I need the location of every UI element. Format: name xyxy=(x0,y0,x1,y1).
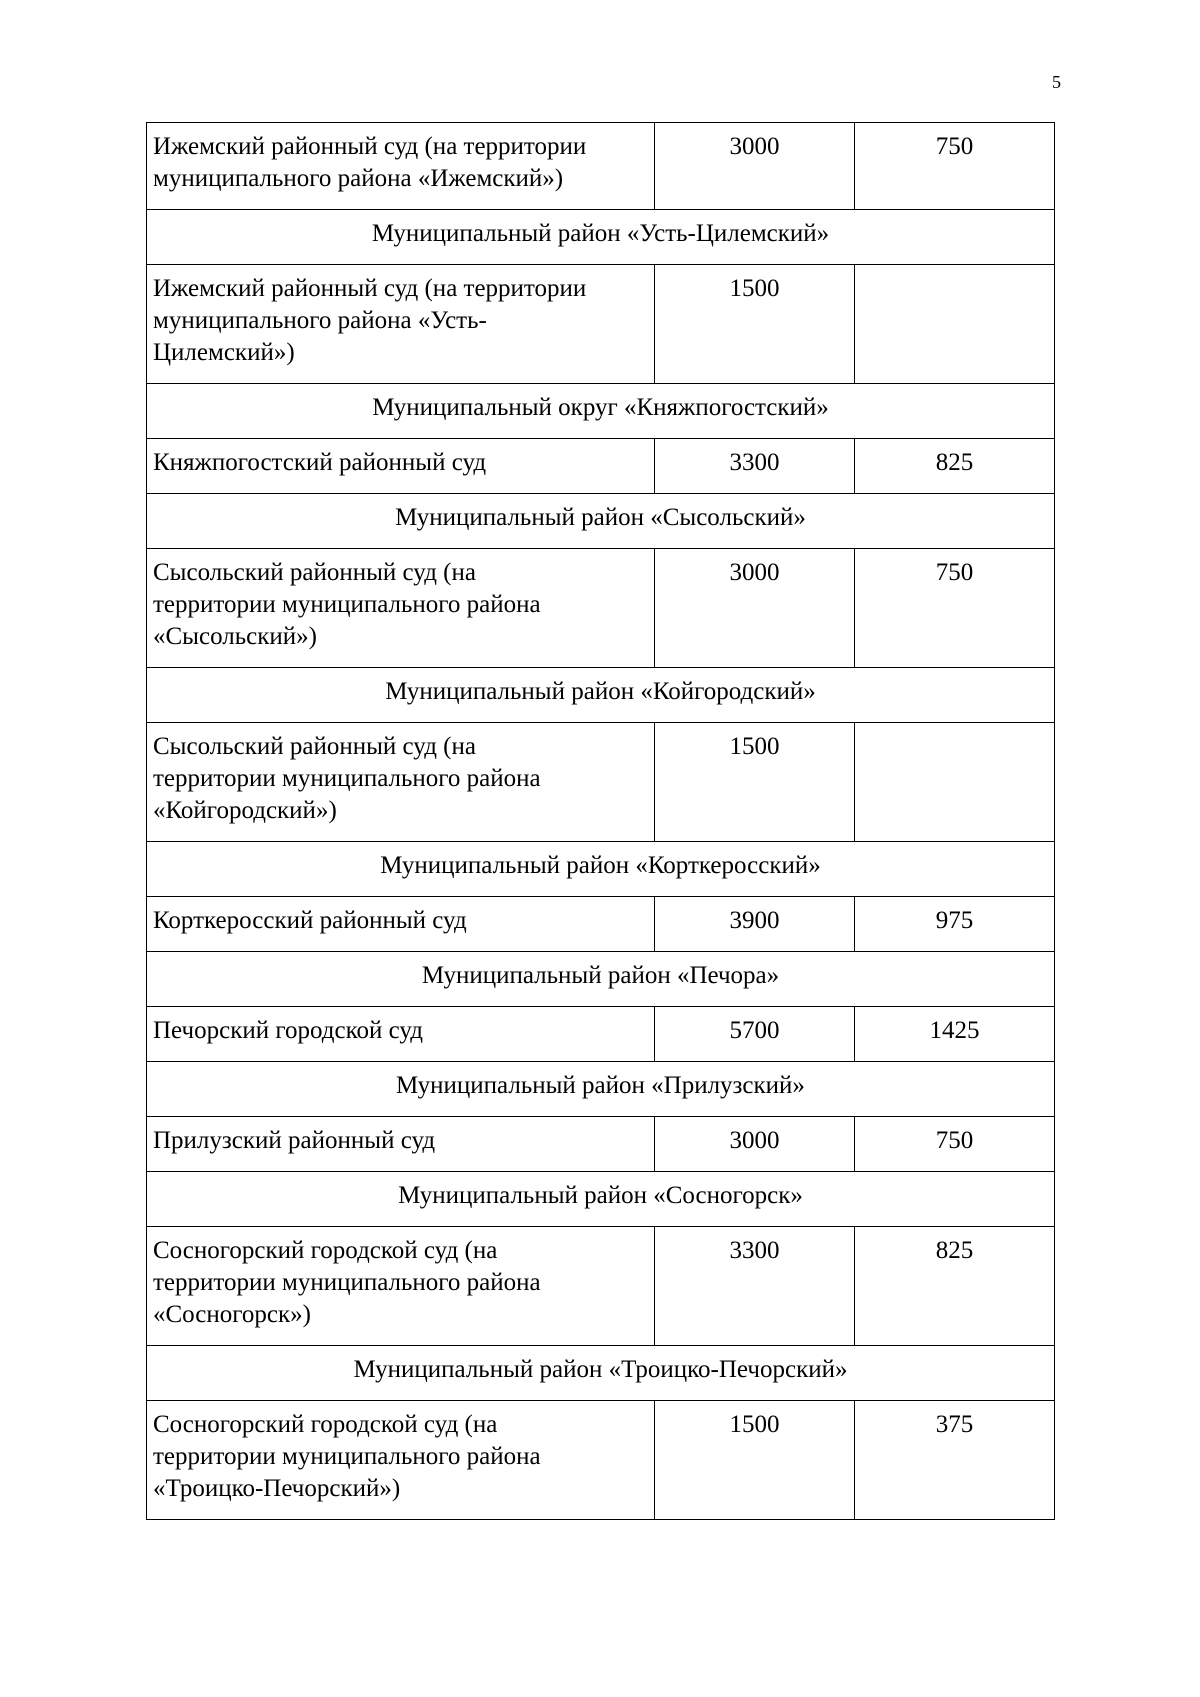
section-title: Муниципальный округ «Княжпогостский» xyxy=(147,384,1055,439)
value2-cell: 825 xyxy=(855,439,1055,494)
table-row xyxy=(147,1227,1055,1346)
value2-cell: 975 xyxy=(855,897,1055,952)
section-row xyxy=(147,210,1055,265)
court-name-cell: Сысольский районный суд (на территории муниципального района «Сысольский») xyxy=(147,549,655,668)
value2-cell: 375 xyxy=(855,1401,1055,1520)
section-row xyxy=(147,1346,1055,1401)
page-number: 5 xyxy=(1052,72,1061,92)
table-row xyxy=(147,549,1055,668)
value1-cell: 1500 xyxy=(655,1401,855,1520)
value1-cell: 3000 xyxy=(655,123,855,210)
table-row xyxy=(147,123,1055,210)
value1-cell: 1500 xyxy=(655,723,855,842)
table-row xyxy=(147,265,1055,384)
value2-cell: 750 xyxy=(855,123,1055,210)
value2-cell xyxy=(855,723,1055,842)
section-row xyxy=(147,952,1055,1007)
value1-cell: 3300 xyxy=(655,439,855,494)
court-name-cell: Сосногорский городской суд (на территории муниципального района «Сосногорск») xyxy=(147,1227,655,1346)
court-name-cell: Прилузский районный суд xyxy=(147,1117,655,1172)
court-name-cell: Ижемский районный суд (на территории муниципального района «Усть- Цилемский») xyxy=(147,265,655,384)
table-row xyxy=(147,1401,1055,1520)
section-title: Муниципальный район «Троицко-Печорский» xyxy=(147,1346,1055,1401)
court-name-cell: Ижемский районный суд (на территории муниципального района «Ижемский») xyxy=(147,123,655,210)
court-name-cell: Корткеросский районный суд xyxy=(147,897,655,952)
section-row xyxy=(147,494,1055,549)
section-title: Муниципальный район «Сосногорск» xyxy=(147,1172,1055,1227)
table-row xyxy=(147,1007,1055,1062)
value2-cell: 750 xyxy=(855,549,1055,668)
section-title: Муниципальный район «Сысольский» xyxy=(147,494,1055,549)
court-name-cell: Княжпогостский районный суд xyxy=(147,439,655,494)
court-name-cell: Сосногорский городской суд (на территории муниципального района «Троицко-Печорский») xyxy=(147,1401,655,1520)
value2-cell xyxy=(855,265,1055,384)
section-row xyxy=(147,1172,1055,1227)
section-title: Муниципальный район «Койгородский» xyxy=(147,668,1055,723)
table-row xyxy=(147,439,1055,494)
value1-cell: 3000 xyxy=(655,1117,855,1172)
value1-cell: 5700 xyxy=(655,1007,855,1062)
section-row xyxy=(147,384,1055,439)
value1-cell: 3900 xyxy=(655,897,855,952)
court-name-cell: Сысольский районный суд (на территории муниципального района «Койгородский») xyxy=(147,723,655,842)
section-title: Муниципальный район «Усть-Цилемский» xyxy=(147,210,1055,265)
value2-cell: 825 xyxy=(855,1227,1055,1346)
value1-cell: 1500 xyxy=(655,265,855,384)
section-title: Муниципальный район «Прилузский» xyxy=(147,1062,1055,1117)
section-title: Муниципальный район «Корткеросский» xyxy=(147,842,1055,897)
table-row xyxy=(147,897,1055,952)
value1-cell: 3300 xyxy=(655,1227,855,1346)
court-table xyxy=(146,122,1055,1520)
table-row xyxy=(147,1117,1055,1172)
section-row xyxy=(147,842,1055,897)
section-title: Муниципальный район «Печора» xyxy=(147,952,1055,1007)
court-name-cell: Печорский городской суд xyxy=(147,1007,655,1062)
value2-cell: 750 xyxy=(855,1117,1055,1172)
table-row xyxy=(147,723,1055,842)
value1-cell: 3000 xyxy=(655,549,855,668)
value2-cell: 1425 xyxy=(855,1007,1055,1062)
section-row xyxy=(147,668,1055,723)
section-row xyxy=(147,1062,1055,1117)
